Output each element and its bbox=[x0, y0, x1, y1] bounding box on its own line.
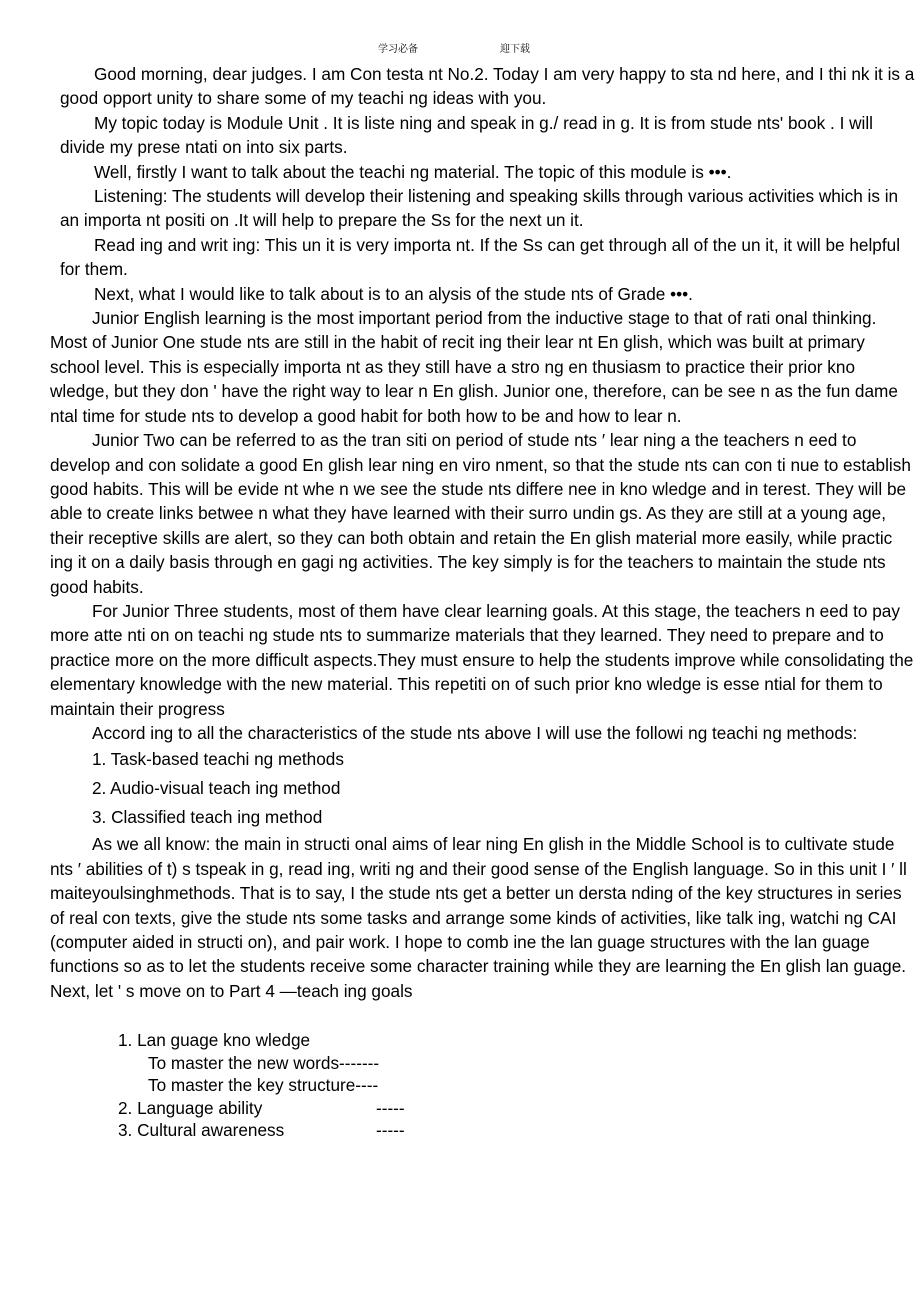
paragraph-student-analysis: Next, what I would like to talk about is to an alysis of the stude nts of Grade •••. bbox=[94, 283, 693, 304]
paragraph-material: Well, firstly I want to talk about the teachi ng material. The topic of this module is •••. bbox=[94, 161, 732, 182]
goal-dash: ----- bbox=[376, 1120, 405, 1141]
paragraph-junior-two: Junior Two can be referred to as the tran siti on period of stude nts ′ lear ning a the teachers n eed to develop and con solidate a good En glish lear ning en viro nment, so that the stude nts can con ti nue to establish good habits. This will be evide nt whe n we see the stude nts differe nee in kno wledge and in terest. They will be able to create links betwee n what they have learned with their surro undin gs. As they are still at a young age, their receptive skills are alert, so they can both obtain and retain the En glish material more easily, while practic ing it on a daily basis through en gagi ng activities. The key simply is for the teachers to maintain the stude nts good habits. bbox=[50, 430, 911, 597]
paragraph-greeting: Good morning, dear judges. I am Con testa nt No.2. Today I am very happy to sta nd here, and I thi nk it is a good opport unity to share some of my teachi ng ideas with you. bbox=[60, 64, 915, 109]
paragraph-junior-three: For Junior Three students, most of them have clear learning goals. At this stage, the teachers n eed to pay more atte nti on on teachi ng stude nts to summarize materials that they learned. They need to prepare and to practice more on the more difficult aspects.They must ensure to help the students improve while consolidating the elementary knowledge with the new material. This repetiti on of such prior kno wledge is esse ntial for them to maintain their progress bbox=[50, 600, 914, 719]
goal-label: 2. Language ability bbox=[118, 1097, 263, 1118]
paragraph-aims: As we all know: the main in structi onal aims of lear ning En glish in the Middle School is to cultivate stude nts ′ abilities of t) s tspeak in g, read ing, writi ng and their good sense of the English language. So in this unit I ′ ll maiteyoulsinghmethods. That is to say, I the stude nts get a better un dersta nding of the key structures in series of real con texts, give the stude nts some tasks and arrange some kinds of activities, like talk ing, watchi ng CAI (computer aided in structi on), and pair work. I hope to comb ine the lan guage structures with the lan guage functions so as to let the students receive some character training while they are learning the En glish lan guage. bbox=[50, 834, 907, 977]
goal-language-knowledge: 1. Lan guage kno wledge bbox=[118, 1030, 311, 1051]
goal-language-ability bbox=[118, 1097, 918, 1120]
document-body bbox=[50, 62, 918, 1142]
header-right-text: 迎下载 bbox=[500, 44, 530, 55]
list-item: 3. Classified teach ing method bbox=[92, 807, 323, 828]
goal-label: 3. Cultural awareness bbox=[118, 1120, 285, 1141]
paragraph-reading-writing: Read ing and writ ing: This un it is very importa nt. If the Ss can get through all of the un it, it will be helpful for them. bbox=[60, 234, 901, 280]
goal-dash: ----- bbox=[376, 1097, 405, 1118]
goal-key-structure: To master the key structure---- bbox=[148, 1075, 379, 1096]
paragraph-junior-one: Junior English learning is the most important period from the inductive stage to that of rati onal thinking. Most of Junior One stude nts are still in the habit of recit ing their lear nt En glish, which was built at primary school level. This is especially importa nt as they still have a stro ng en thusiasm to practice their prior kno wledge, but they don ' have the right way to lear n En glish. Junior one, therefore, can be see n as the fun dame ntal time for stude nts to develop a good habit for both how to be and how to lear n. bbox=[50, 308, 898, 426]
goal-cultural-awareness bbox=[118, 1119, 918, 1142]
paragraph-methods-intro: Accord ing to all the characteristics of the stude nts above I will use the followi ng teachi ng methods: bbox=[92, 722, 858, 743]
list-item: 2. Audio-visual teach ing method bbox=[92, 778, 341, 799]
teaching-goals-list bbox=[50, 1029, 918, 1142]
paragraph-next-part: Next, let ' s move on to Part 4 —teach ing goals bbox=[50, 980, 413, 1001]
paragraph-topic: My topic today is Module Unit . It is liste ning and speak in g./ read in g. It is from stude nts' book . I will divide my prese ntati on into six parts. bbox=[60, 112, 873, 158]
goal-new-words: To master the new words------- bbox=[148, 1052, 380, 1073]
header-left-text: 学习必备 bbox=[378, 44, 418, 55]
paragraph-listening: Listening: The students will develop their listening and speaking skills through various activities which is in an importa nt positi on .It will help to prepare the Ss for the next un it. bbox=[60, 186, 899, 231]
spacer bbox=[50, 1003, 918, 1029]
list-item: 1. Task-based teachi ng methods bbox=[92, 749, 344, 770]
methods-list bbox=[50, 745, 918, 832]
